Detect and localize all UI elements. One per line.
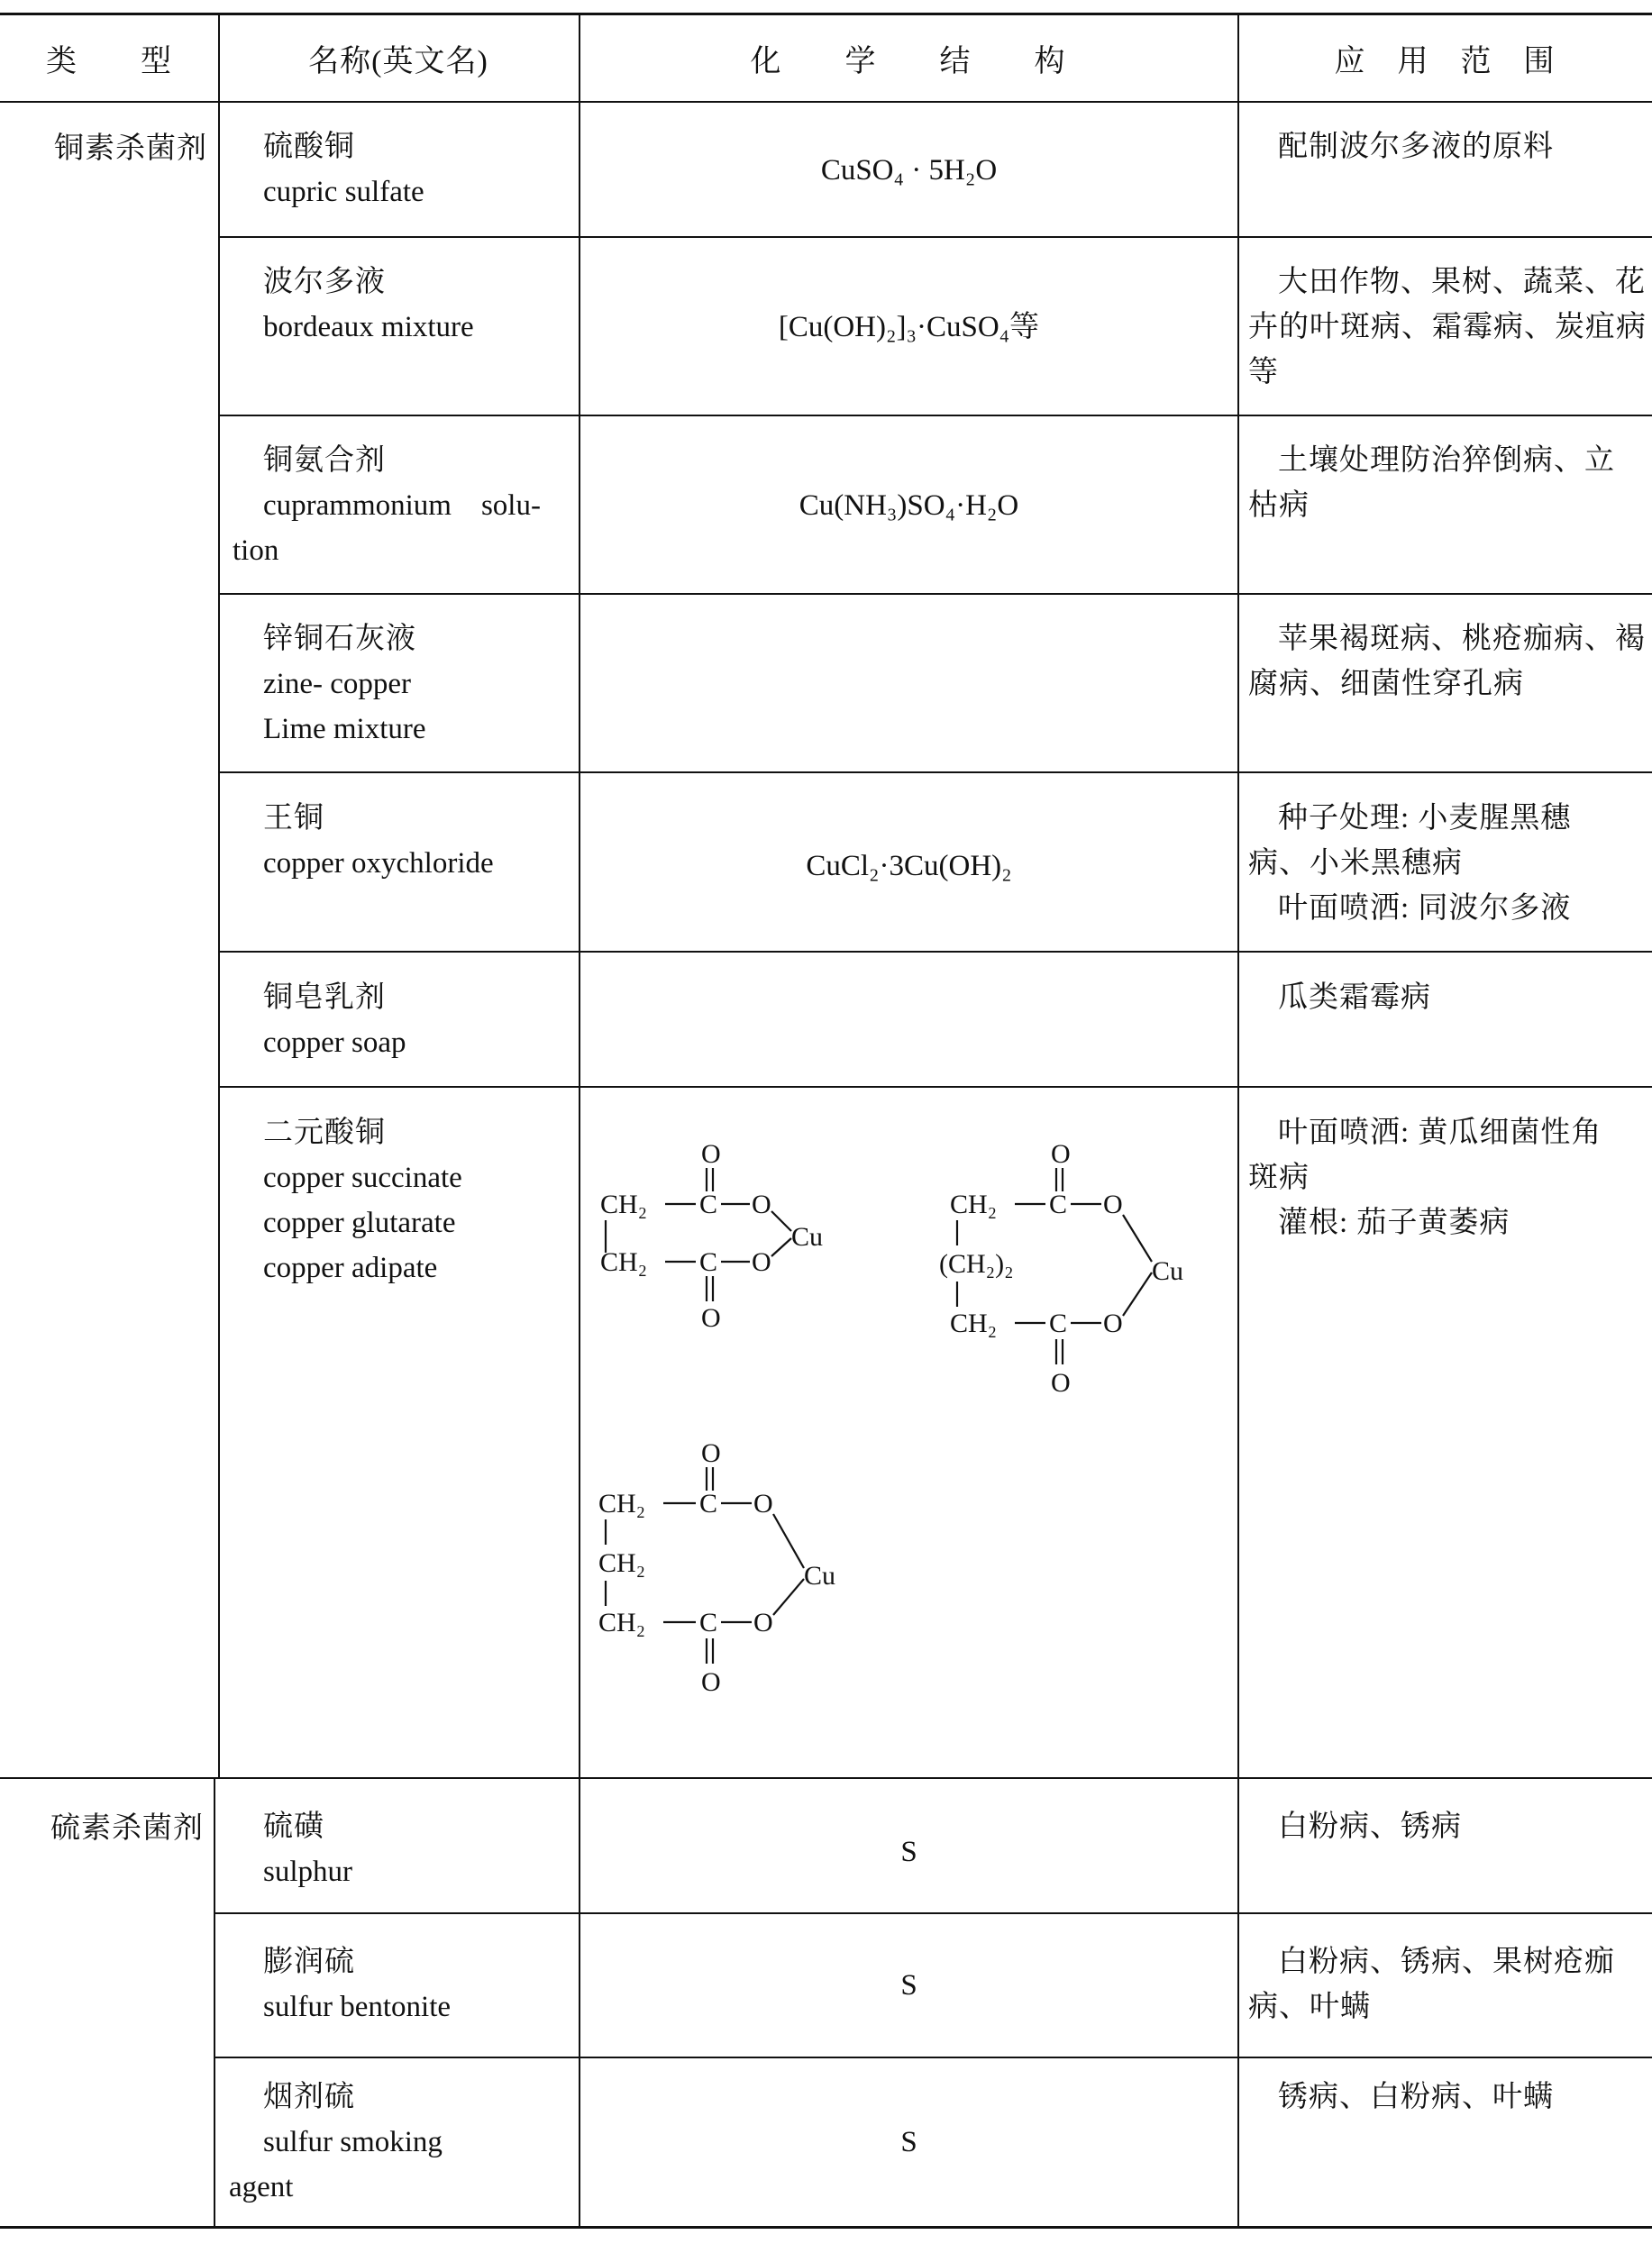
agent-name-en-cont: Lime mixture xyxy=(263,713,426,745)
application-text: 瓜类霜霉病 xyxy=(1278,981,1431,1014)
agent-name-en: copper succinate xyxy=(263,1162,462,1194)
agent-name-cn: 波尔多液 xyxy=(263,266,386,298)
application-text: 土壤处理防治猝倒病、立 xyxy=(1278,444,1615,477)
carbon-label: C xyxy=(699,1608,718,1637)
oxygen-label: O xyxy=(1051,1139,1071,1169)
oxygen-label: O xyxy=(701,1139,721,1169)
row-rule xyxy=(218,951,1652,953)
agent-name-en: cuprammonium solu- xyxy=(263,489,541,522)
agent-name-cn: 王铜 xyxy=(263,802,324,835)
agent-name-en: sulfur smoking xyxy=(263,2126,443,2158)
carbon-label: C xyxy=(699,1247,718,1277)
chemical-formula: S xyxy=(900,1969,917,2002)
ch2-label: CH₂ xyxy=(600,1247,648,1277)
chemical-formula: [Cu(OH)₂]₃·CuSO₄等 xyxy=(778,311,1040,343)
oxygen-label: O xyxy=(753,1489,773,1519)
application-text: 等 xyxy=(1248,356,1279,388)
bottom-rule xyxy=(0,2226,1652,2229)
chemical-formula: Cu(NH₃)SO₄·H₂O xyxy=(799,489,1019,522)
row-rule xyxy=(214,1912,1652,1914)
agent-name-cn: 膨润硫 xyxy=(263,1946,355,1978)
header-application: 应 用 范 围 xyxy=(1334,44,1556,78)
oxygen-label: O xyxy=(701,1667,721,1697)
agent-name-en: sulfur bentonite xyxy=(263,1991,452,2023)
ch2-label: CH₂ xyxy=(598,1548,646,1578)
row-rule xyxy=(218,593,1652,595)
ch2-label: CH₂ xyxy=(598,1608,646,1637)
chemical-formula: S xyxy=(900,2126,917,2158)
application-text: 白粉病、锈病 xyxy=(1278,1811,1462,1843)
application-text: 灌根: 茄子黄萎病 xyxy=(1278,1207,1511,1239)
application-text: 配制波尔多液的原料 xyxy=(1278,131,1554,163)
ch2-label: CH₂ xyxy=(950,1309,998,1338)
carbon-label: C xyxy=(699,1190,718,1219)
agent-name-en: zine- copper xyxy=(263,668,411,700)
oxygen-label: O xyxy=(1103,1309,1123,1338)
col-rule xyxy=(1237,13,1239,2228)
application-text: 枯病 xyxy=(1248,489,1310,522)
application-text: 腐病、细菌性穿孔病 xyxy=(1248,668,1524,700)
agent-name-en: copper adipate xyxy=(263,1252,438,1284)
agent-name-en-cont: tion xyxy=(233,534,279,567)
group-label-copper: 铜素杀菌剂 xyxy=(54,132,207,165)
application-text: 叶面喷洒: 黄瓜细菌性角 xyxy=(1278,1117,1602,1149)
agent-name-en: sulphur xyxy=(263,1856,352,1888)
oxygen-label: O xyxy=(1103,1190,1123,1219)
ch2-label: CH₂ xyxy=(600,1190,648,1219)
row-rule xyxy=(218,236,1652,238)
ch2-label: CH₂ xyxy=(598,1489,646,1519)
oxygen-label: O xyxy=(1051,1368,1071,1398)
row-rule xyxy=(218,415,1652,416)
agent-name-cn: 硫酸铜 xyxy=(263,131,355,163)
application-text: 病、小米黑穗病 xyxy=(1248,847,1463,880)
col-rule xyxy=(218,13,220,1777)
structure-copper-glutarate xyxy=(591,1435,880,1714)
agent-name-en: bordeaux mixture xyxy=(263,311,474,343)
oxygen-label: O xyxy=(752,1190,771,1219)
carbon-label: C xyxy=(1049,1190,1068,1219)
oxygen-label: O xyxy=(701,1303,721,1333)
chemical-formula: S xyxy=(900,1836,917,1868)
structure-copper-succinate xyxy=(595,1136,865,1352)
agent-name-cn: 锌铜石灰液 xyxy=(263,623,416,655)
application-text: 大田作物、果树、蔬菜、花 xyxy=(1278,266,1646,298)
application-text: 叶面喷洒: 同波尔多液 xyxy=(1278,892,1572,925)
application-text: 种子处理: 小麦腥黑穗 xyxy=(1278,802,1572,835)
header-type: 类 型 xyxy=(46,44,172,78)
agent-name-en: cupric sulfate xyxy=(263,176,424,208)
application-text: 苹果褐斑病、桃疮痂病、褐 xyxy=(1278,623,1646,655)
group-label-sulfur: 硫素杀菌剂 xyxy=(50,1812,204,1845)
copper-label: Cu xyxy=(791,1222,824,1252)
copper-label: Cu xyxy=(1152,1256,1184,1286)
structure-copper-glutarate-ring xyxy=(937,1136,1226,1406)
application-text: 锈病、白粉病、叶螨 xyxy=(1278,2081,1554,2113)
header-structure: 化 学 结 构 xyxy=(750,44,1066,78)
application-text: 病、叶螨 xyxy=(1248,1991,1371,2023)
col-rule xyxy=(214,1777,215,2228)
agent-name-cn: 铜氨合剂 xyxy=(263,444,386,477)
row-rule xyxy=(218,1086,1652,1088)
header-name: 名称(英文名) xyxy=(308,44,488,78)
agent-name-en: copper soap xyxy=(263,1026,406,1059)
agent-name-cn: 铜皂乳剂 xyxy=(263,981,386,1014)
agent-name-cn: 二元酸铜 xyxy=(263,1117,386,1149)
oxygen-label: O xyxy=(753,1608,773,1637)
application-text: 斑病 xyxy=(1248,1162,1310,1194)
row-rule xyxy=(218,771,1652,773)
agent-name-en: copper oxychloride xyxy=(263,847,494,880)
chemical-formula: CuCl₂·3Cu(OH)₂ xyxy=(806,850,1012,882)
agent-name-en-cont: agent xyxy=(229,2171,294,2203)
agent-name-cn: 硫磺 xyxy=(263,1811,324,1843)
oxygen-label: O xyxy=(701,1438,721,1468)
group-rule xyxy=(0,1777,1652,1779)
chemical-formula: CuSO₄ · 5H₂O xyxy=(820,154,998,187)
row-rule xyxy=(214,2057,1652,2058)
agent-name-cn: 烟剂硫 xyxy=(263,2081,355,2113)
agent-name-en: copper glutarate xyxy=(263,1207,456,1239)
ch2n-label: (CH₂)₂ xyxy=(939,1249,1014,1279)
application-text: 卉的叶斑病、霜霉病、炭疽病 xyxy=(1248,311,1647,343)
copper-label: Cu xyxy=(804,1561,836,1591)
application-text: 白粉病、锈病、果树疮痂 xyxy=(1278,1946,1615,1978)
ch2-label: CH₂ xyxy=(950,1190,998,1219)
carbon-label: C xyxy=(1049,1309,1068,1338)
carbon-label: C xyxy=(699,1489,718,1519)
oxygen-label: O xyxy=(752,1247,771,1277)
